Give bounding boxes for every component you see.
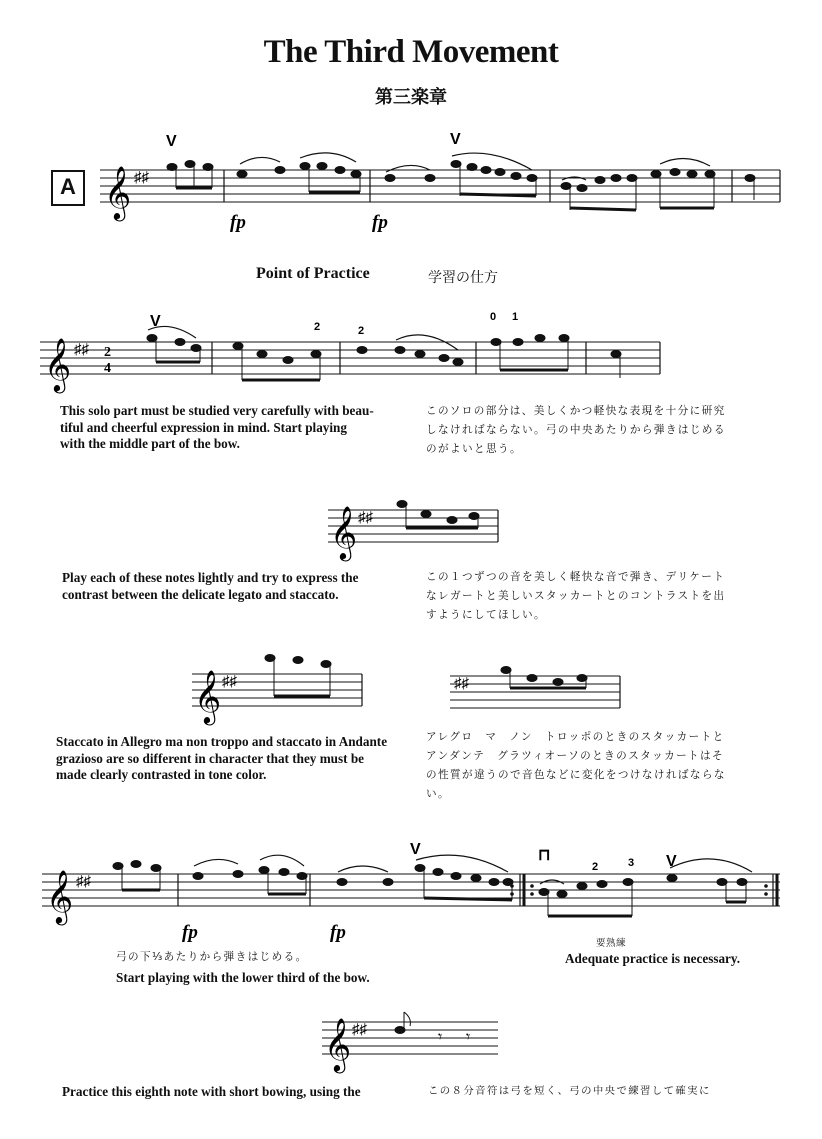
music-staff-5 <box>450 656 630 726</box>
note-group <box>167 161 755 211</box>
fingering-number: 2 <box>314 321 321 333</box>
note-group <box>501 667 587 689</box>
up-bow-mark: V <box>410 841 421 858</box>
up-bow-mark: V <box>666 853 677 870</box>
note-6-japanese: この８分音符は弓を短く、弓の中央で練習して確実に <box>428 1085 711 1097</box>
note-group <box>397 501 479 529</box>
note-1-english: This solo part must be studied very carefully with beau- tiful and cheerful expression in mind. Start playing with the middle part of the bow. <box>60 403 374 451</box>
treble-clef-icon: 𝄞 <box>44 337 72 391</box>
eighth-rest-icon: 𝄾 <box>466 1029 471 1046</box>
treble-clef-icon: 𝄞 <box>194 669 222 723</box>
note-1-japanese: このソロの部分は、美しくかつ軽快な表現を十分に研究 しなければならない。弓の中央あたりから弾きはじめる のがよいと思う。 <box>426 405 726 455</box>
dynamic-fp: fp <box>230 212 246 233</box>
note-2-english: Play each of these notes lightly and try to express the contrast between the delicate legato and staccato. <box>62 570 359 602</box>
treble-clef-icon: 𝄞 <box>330 505 358 559</box>
key-signature-sharps: ♯♯ <box>134 170 149 186</box>
dynamic-fp: fp <box>182 922 198 943</box>
note-4-english: Start playing with the lower third of the bow. <box>116 970 370 985</box>
music-staff-7 <box>322 1004 512 1074</box>
eighth-rest-icon: 𝄾 <box>438 1029 443 1046</box>
note-3-english: Staccato in Allegro ma non troppo and staccato in Andante grazioso are so different in character that they must be made clearly contrasted in tone color. <box>56 734 388 782</box>
fingering-number: 1 <box>512 311 519 323</box>
note-5-english: Adequate practice is necessary. <box>565 951 741 966</box>
point-of-practice-heading: Point of Practice <box>256 265 370 282</box>
key-signature-sharps: ♯♯ <box>358 510 373 526</box>
fingering-number: 0 <box>490 311 497 323</box>
note-2-japanese: この１つずつの音を美しく軽快な音で弾き、デリケート なレガートと美しいスタッカートとのコントラストを出 すようにしてほしい。 <box>426 571 726 621</box>
note-4-japanese: 弓の下⅓あたりから弾きはじめる。 <box>116 951 308 963</box>
key-signature-sharps: ♯♯ <box>74 342 89 358</box>
up-bow-mark: V <box>166 133 177 150</box>
note-5-label-jp: 要熟練 <box>596 938 627 949</box>
music-staff-6 <box>42 836 792 946</box>
down-bow-mark: ⊓ <box>538 847 551 864</box>
time-signature-top: 2 <box>104 345 111 360</box>
page-subtitle-jp: 第三楽章 <box>375 87 447 108</box>
key-signature-sharps: ♯♯ <box>222 674 237 690</box>
up-bow-mark: V <box>450 131 461 148</box>
music-staff-4 <box>192 640 372 730</box>
dynamic-fp: fp <box>330 922 346 943</box>
treble-clef-icon: 𝄞 <box>324 1017 352 1071</box>
key-signature-sharps: ♯♯ <box>454 676 469 692</box>
note-group <box>113 861 747 917</box>
note-6-english: Practice this eighth note with short bowing, using the <box>62 1084 361 1099</box>
fingering-number: 3 <box>628 857 635 869</box>
key-signature-sharps: ♯♯ <box>352 1022 367 1038</box>
note-group <box>147 335 621 381</box>
page-title: The Third Movement <box>263 34 559 70</box>
dynamic-fp: fp <box>372 212 388 233</box>
music-staff-2 <box>40 311 680 398</box>
treble-clef-icon: 𝄞 <box>104 165 132 219</box>
up-bow-mark: V <box>150 313 161 330</box>
section-marker-box: A <box>51 170 85 206</box>
music-staff-1 <box>100 131 790 240</box>
note-3-japanese: アレグロ マ ノン トロッポのときのスタッカートと アンダンテ グラツィオーソのときのスタッカートはそ の性質が違うので音色などに変化をつけなければならな い。 <box>426 731 726 800</box>
treble-clef-icon: 𝄞 <box>46 869 74 923</box>
fingering-number: 2 <box>358 325 365 337</box>
music-staff-3 <box>328 490 508 560</box>
point-of-practice-heading-jp: 学習の仕方 <box>428 270 498 286</box>
fingering-number: 2 <box>592 861 599 873</box>
time-signature-bottom: 4 <box>104 361 111 376</box>
key-signature-sharps: ♯♯ <box>76 874 91 890</box>
